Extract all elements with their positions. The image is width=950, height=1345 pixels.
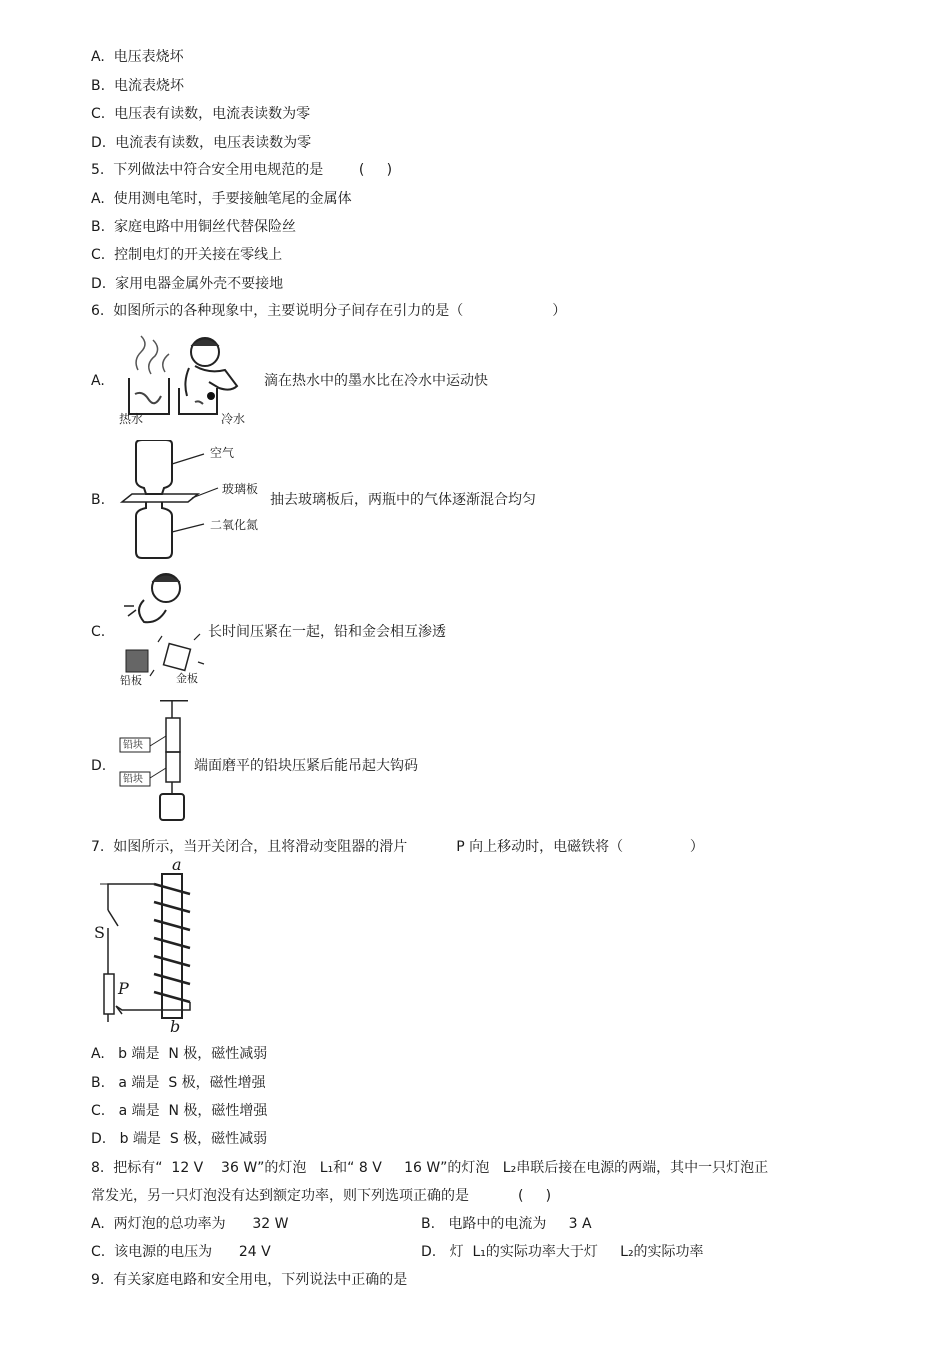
q6-figure-a-label-hot: 热水 [119, 412, 144, 426]
q6-figure-b-label-glass: 玻璃板 [222, 482, 259, 496]
q7-stem: 7. 如图所示，当开关闭合，且将滑动变阻器的滑片 P 向上移动时，电磁铁将（ ） [91, 839, 704, 855]
q6-option-c-text: 长时间压紧在一起，铅和金会相互渗透 [208, 624, 446, 640]
q8-option-d: D. 灯 L₁的实际功率大于灯 L₂的实际功率 [421, 1244, 704, 1260]
q6-option-d-text: 端面磨平的铅块压紧后能吊起大钩码 [194, 758, 418, 774]
q8-option-b: B. 电路中的电流为 3 A [421, 1216, 592, 1232]
q4-option-a: A. 电压表烧坏 [91, 49, 184, 65]
q9-stem: 9. 有关家庭电路和安全用电，下列说法中正确的是 [91, 1272, 408, 1288]
q6-figure-b-label-air: 空气 [210, 446, 235, 460]
q8-stem-line1: 8. 把标有“ 12 V 36 W”的灯泡 L₁和“ 8 V 16 W”的灯泡 L₂串联后接在电源的两端，其中一只灯泡正 [91, 1160, 769, 1176]
q5-option-d: D. 家用电器金属外壳不要接地 [91, 276, 284, 292]
q5-stem: 5. 下列做法中符合安全用电规范的是 ( ) [91, 162, 393, 178]
q8-stem-line2: 常发光，另一只灯泡没有达到额定功率，则下列选项正确的是 ( ) [91, 1188, 552, 1204]
q6-figure-b-gas-diffusion [118, 440, 270, 562]
q7-figure-label-p: P [118, 979, 129, 998]
q6-figure-c-label-gold: 金板 [176, 672, 198, 685]
q6-figure-d-label-lead-top: 铅块 [123, 740, 143, 751]
q7-option-c: C. a 端是 N 极，磁性增强 [91, 1103, 268, 1119]
q7-figure-label-s: S [94, 923, 105, 942]
q6-option-c-letter: C. [91, 624, 106, 640]
q8-option-a: A. 两灯泡的总功率为 32 W [91, 1216, 289, 1232]
q5-option-b: B. 家庭电路中用铜丝代替保险丝 [91, 219, 296, 235]
q6-figure-b-label-no2: 二氧化氮 [210, 518, 259, 532]
q6-option-b-text: 抽去玻璃板后，两瓶中的气体逐渐混合均匀 [270, 492, 536, 508]
q6-figure-d-lead-blocks [114, 700, 194, 826]
q6-option-d-letter: D. [91, 758, 107, 774]
q6-option-a-text: 滴在热水中的墨水比在冷水中运动快 [264, 373, 488, 389]
q5-option-c: C. 控制电灯的开关接在零线上 [91, 247, 283, 263]
q6-figure-d-label-lead-bottom: 铅块 [123, 774, 143, 785]
q7-option-a: A. b 端是 N 极，磁性减弱 [91, 1046, 268, 1062]
q6-figure-a-ink-diffusion [113, 330, 263, 432]
q6-stem: 6. 如图所示的各种现象中，主要说明分子间存在引力的是（ ） [91, 303, 567, 319]
q6-figure-a-label-cold: 冷水 [221, 412, 246, 426]
q6-figure-c-label-lead: 铅板 [120, 674, 142, 687]
q7-option-d: D. b 端是 S 极，磁性减弱 [91, 1131, 268, 1147]
q6-option-b-letter: B. [91, 492, 106, 508]
q7-option-b: B. a 端是 S 极，磁性增强 [91, 1075, 266, 1091]
q7-figure-electromagnet-circuit [90, 855, 214, 1038]
q6-option-a-letter: A. [91, 373, 105, 389]
q8-option-c: C. 该电源的电压为 24 V [91, 1244, 271, 1260]
q4-option-b: B. 电流表烧坏 [91, 78, 184, 94]
q4-option-c: C. 电压表有读数，电流表读数为零 [91, 106, 311, 122]
q5-option-a: A. 使用测电笔时，手要接触笔尾的金属体 [91, 191, 352, 207]
q7-figure-label-a: a [172, 855, 182, 874]
q4-option-d: D. 电流表有读数，电压表读数为零 [91, 135, 312, 151]
q6-figure-c-lead-gold-plates [114, 566, 208, 692]
q7-figure-label-b: b [170, 1017, 181, 1036]
